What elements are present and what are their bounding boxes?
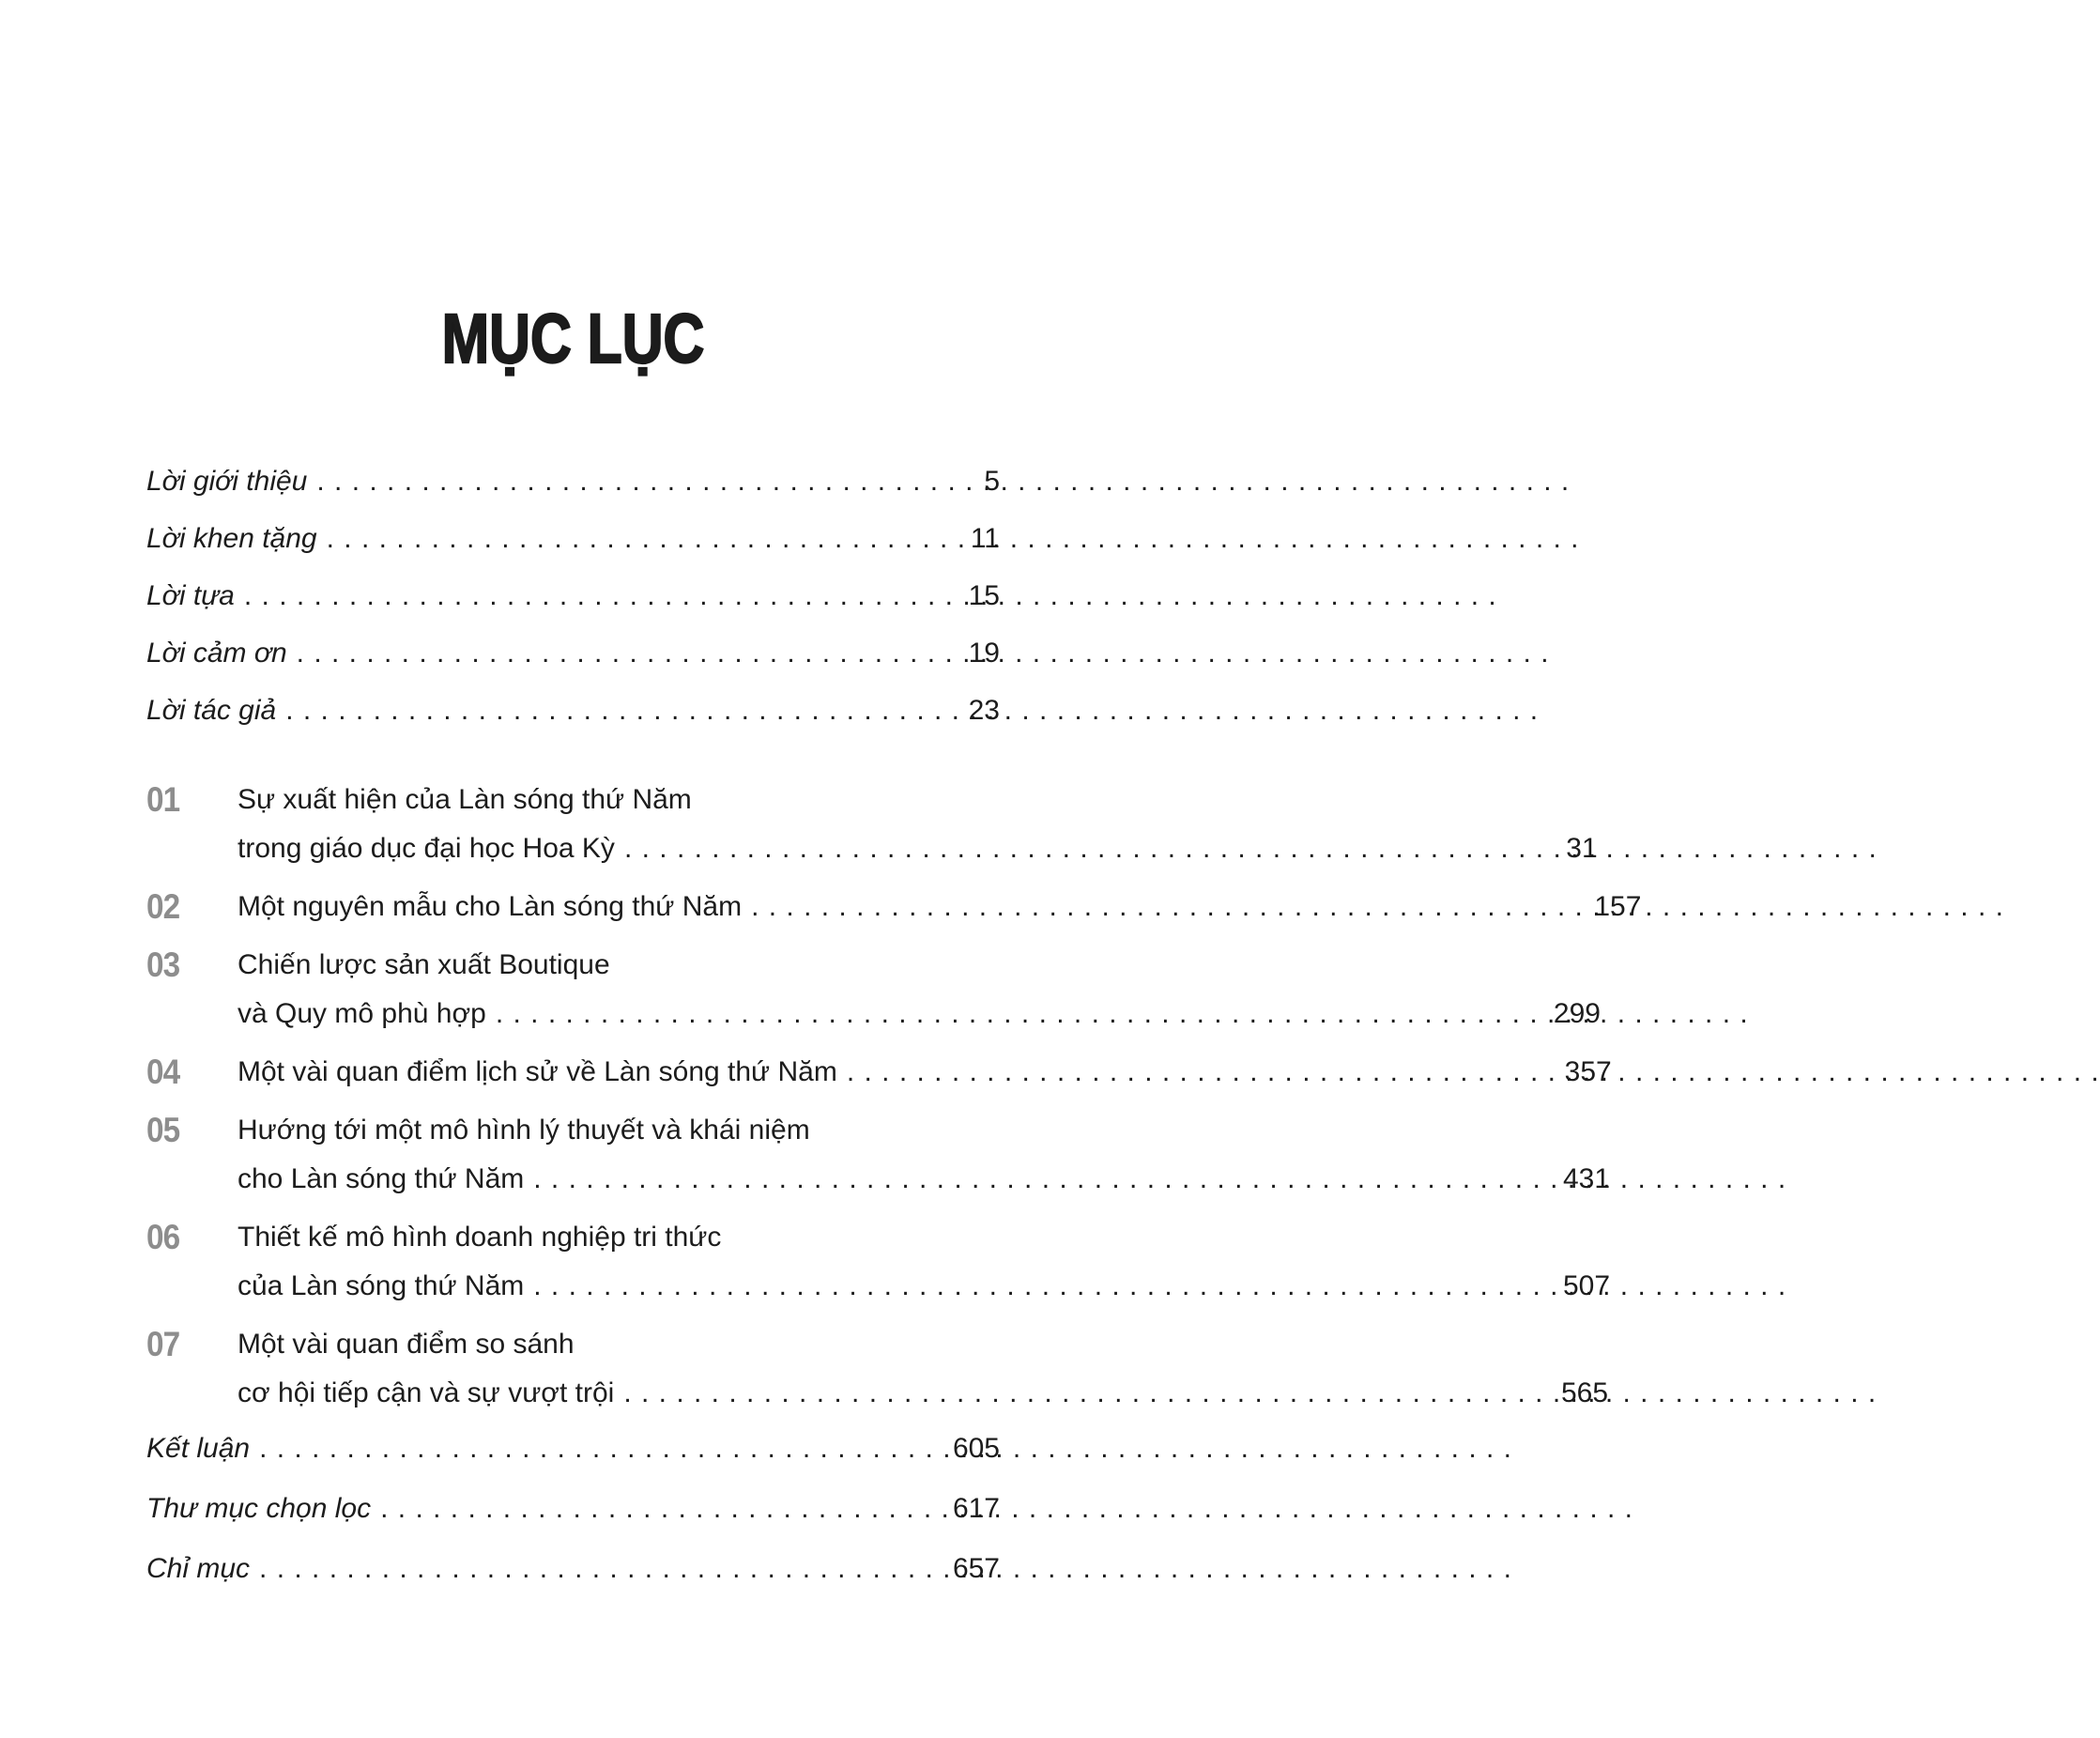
toc-entry-page: 605 [952, 1433, 1000, 1464]
toc-entry-label: Kết luận [146, 1433, 251, 1464]
chapter-title-line [238, 990, 1601, 1038]
chapter-entry [146, 941, 1601, 1038]
chapter-title-text: Thiết kế mô hình doanh nghiệp tri thức [238, 1222, 722, 1253]
toc-entry-label: Lời tựa [146, 580, 235, 611]
chapter-number: 03 [146, 946, 180, 984]
chapter-entry [146, 1320, 1609, 1418]
toc-entry-label: Lời giới thiệu [146, 466, 308, 497]
chapter-body [238, 883, 1641, 931]
toc-entry-page: 23 [968, 695, 1000, 726]
toc-entry [146, 1553, 1000, 1613]
toc-entry [146, 1493, 1000, 1553]
chapter-page: 31 [1566, 833, 1598, 864]
chapter-number: 02 [146, 887, 180, 926]
dot-leader [624, 824, 1564, 873]
dot-leader [327, 523, 969, 555]
dot-leader [285, 695, 966, 727]
toc-entry-page: 657 [952, 1553, 1000, 1584]
chapter-title-text: Một nguyên mẫu cho Làn sóng thứ Năm [238, 891, 743, 922]
chapter-entry [146, 1048, 1612, 1097]
chapter-entry [146, 1106, 1611, 1204]
chapter-title-line [238, 941, 1601, 990]
chapter-title-text: Một vài quan điểm lịch sử về Làn sóng thứ Năm [238, 1056, 837, 1087]
chapter-page: 157 [1594, 891, 1642, 922]
chapter-body [238, 1048, 1612, 1097]
chapter-title-line [238, 1320, 1608, 1369]
chapter-body [238, 1213, 1610, 1311]
chapter-title-text: trong giáo dục đại học Hoa Kỳ [238, 833, 615, 864]
chapter-title-line [238, 883, 1641, 931]
chapter-title-text: và Quy mô phù hợp [238, 998, 486, 1029]
chapters-section [146, 776, 1642, 1427]
dot-leader [259, 1553, 951, 1585]
toc-entry-label: Thư mục chọn lọc [146, 1493, 372, 1524]
chapter-body [238, 1320, 1608, 1418]
chapter-page: 507 [1562, 1270, 1611, 1301]
chapter-page: 431 [1562, 1163, 1611, 1194]
toc-entry-label: Chỉ mục [146, 1553, 251, 1584]
chapter-title-line [238, 776, 1598, 824]
chapter-title-line [238, 1262, 1610, 1311]
dot-leader [244, 580, 967, 612]
chapter-number: 05 [146, 1111, 180, 1149]
toc-entry [146, 580, 1000, 638]
toc-entry-page: 11 [970, 523, 1000, 554]
chapter-title-text: của Làn sóng thứ Năm [238, 1270, 525, 1301]
chapter-page: 565 [1561, 1377, 1609, 1408]
dot-leader [297, 638, 967, 669]
dot-leader [380, 1493, 951, 1525]
chapter-entry [146, 1213, 1611, 1311]
toc-entry-label: Lời cảm ơn [146, 638, 287, 669]
toc-entry [146, 638, 1000, 695]
dot-leader [623, 1369, 1559, 1418]
dot-leader [751, 883, 1592, 931]
chapter-title-text: cơ hội tiếp cận và sự vượt trội [238, 1377, 615, 1408]
chapter-title-text: Hướng tới một mô hình lý thuyết và khái niệm [238, 1115, 810, 1146]
chapter-number: 07 [146, 1325, 180, 1363]
dot-leader [847, 1048, 1563, 1097]
toc-entry [146, 523, 1000, 580]
chapter-body [238, 1106, 1610, 1204]
chapter-title-line [238, 1369, 1608, 1418]
chapter-title-line [238, 1213, 1610, 1262]
chapter-body [238, 941, 1601, 1038]
toc-entry-page: 617 [952, 1493, 1000, 1524]
chapter-title-text: Chiến lược sản xuất Boutique [238, 949, 610, 980]
front-matter-section [146, 466, 1000, 752]
chapter-title-line [238, 1106, 1610, 1155]
chapter-number: 06 [146, 1218, 180, 1256]
chapter-title-text: cho Làn sóng thứ Năm [238, 1163, 525, 1194]
dot-leader [259, 1433, 951, 1465]
chapter-title-text: Một vài quan điểm so sánh [238, 1329, 575, 1360]
dot-leader [533, 1155, 1561, 1204]
chapter-entry [146, 776, 1598, 873]
chapter-page: 299 [1553, 998, 1601, 1029]
toc-entry-page: 5 [984, 466, 1000, 497]
toc-entry [146, 695, 1000, 752]
chapter-body [238, 776, 1598, 873]
dot-leader [496, 990, 1552, 1038]
chapter-number: 04 [146, 1053, 180, 1091]
toc-entry-page: 19 [968, 638, 1000, 669]
toc-entry [146, 1433, 1000, 1493]
chapter-entry [146, 883, 1642, 931]
toc-entry [146, 466, 1000, 523]
page-title: MỤC LỤC [441, 300, 705, 377]
back-matter-section [146, 1433, 1000, 1613]
dot-leader [533, 1262, 1561, 1311]
chapter-title-line [238, 1155, 1610, 1204]
chapter-title-text: Sự xuất hiện của Làn sóng thứ Năm [238, 784, 692, 815]
dot-leader [316, 466, 982, 498]
chapter-page: 357 [1564, 1056, 1612, 1087]
toc-entry-page: 15 [968, 580, 1000, 611]
toc-entry-label: Lời khen tặng [146, 523, 317, 554]
chapter-title-line [238, 1048, 1612, 1097]
chapter-title-line [238, 824, 1598, 873]
toc-entry-label: Lời tác giả [146, 695, 277, 726]
chapter-number: 01 [146, 780, 180, 819]
